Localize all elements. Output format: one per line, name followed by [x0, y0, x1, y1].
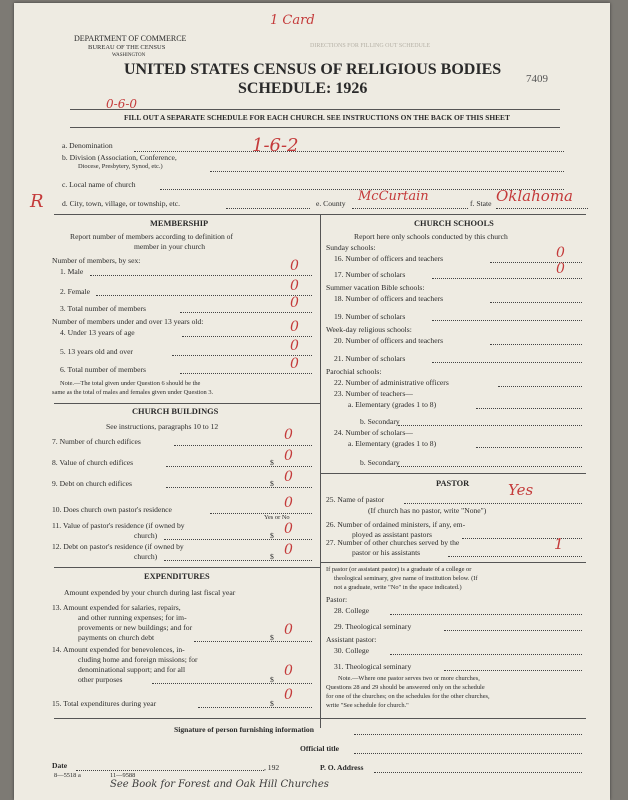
- denomination-line[interactable]: [134, 151, 564, 152]
- q13-label: 13. Amount expended for salaries, repairs,: [52, 603, 181, 612]
- pastor-note: Note.—Where one pastor serves two or more churches,: [338, 675, 480, 682]
- handwritten-denomination: 1-6-2: [252, 135, 299, 156]
- membership-intro-2: member in your church: [134, 242, 206, 251]
- q7-label: 7. Number of church edifices: [52, 437, 141, 446]
- q13-dollar-sign: $: [270, 633, 274, 642]
- schedule-year: SCHEDULE: 1926: [238, 80, 368, 97]
- q14-label: 14. Amount expended for benevolences, in-: [52, 645, 185, 654]
- membership-heading: MEMBERSHIP: [150, 219, 209, 228]
- assistant-pastor-label: Assistant pastor:: [326, 635, 377, 644]
- q3-answer[interactable]: 0: [290, 295, 299, 311]
- handwritten-margin-r: R: [30, 191, 44, 212]
- q9-label: 9. Debt on church edifices: [52, 479, 132, 488]
- q26-label: 26. Number of ordained ministers, if any, em-: [326, 520, 466, 529]
- q5-answer[interactable]: 0: [290, 338, 299, 354]
- q22-label: 22. Number of administrative officers: [334, 378, 449, 387]
- pastor-heading: PASTOR: [436, 479, 470, 488]
- q4-answer[interactable]: 0: [290, 319, 299, 335]
- q25-hint: (If church has no pastor, write "None"): [368, 506, 487, 515]
- q15-label: 15. Total expenditures during year: [52, 699, 157, 708]
- bureau-name: BUREAU OF THE CENSUS: [88, 44, 166, 51]
- q12-dollar-sign: $: [270, 552, 274, 561]
- q16-label: 16. Number of officers and teachers: [334, 254, 444, 263]
- q14-label-2: cluding home and foreign missions; for: [78, 655, 198, 664]
- pastor-note-3: for one of the churches; on the schedules for the other churches,: [326, 693, 490, 700]
- column-divider: [320, 214, 321, 728]
- date-year: , 192: [264, 763, 280, 772]
- q23a-label: a. Elementary (grades 1 to 8): [348, 400, 437, 409]
- q20-label: 20. Number of officers and teachers: [334, 336, 444, 345]
- q14-label-4: other purposes: [78, 675, 123, 684]
- official-title-label: Official title: [300, 744, 340, 753]
- city-line[interactable]: [226, 208, 310, 209]
- form-title: UNITED STATES CENSUS OF RELIGIOUS BODIES: [124, 61, 502, 78]
- q13-label-4: payments on church debt: [78, 633, 155, 642]
- state-label: f. State: [470, 199, 492, 208]
- division-line[interactable]: [210, 171, 564, 172]
- date-label: Date: [52, 761, 68, 770]
- state-line[interactable]: [496, 208, 588, 209]
- buildings-subheading: See instructions, paragraphs 10 to 12: [106, 422, 219, 431]
- stamp-number: 7409: [526, 73, 548, 85]
- q5-label: 5. 13 years old and over: [60, 347, 133, 356]
- sunday-schools-label: Sunday schools:: [326, 243, 376, 252]
- q28-label: 28. College: [334, 606, 370, 615]
- q6-answer[interactable]: 0: [290, 356, 299, 372]
- q9-answer[interactable]: 0: [284, 469, 293, 485]
- q3-label: 3. Total number of members: [60, 304, 147, 313]
- division-label-2: Diocese, Presbytery, Synod, etc.): [78, 163, 163, 170]
- date-line[interactable]: [76, 770, 264, 771]
- signature-label: Signature of person furnishing information: [174, 725, 314, 734]
- q27-label: 27. Number of other churches served by the: [326, 538, 460, 547]
- q15-answer[interactable]: 0: [284, 687, 293, 703]
- q24-label: 24. Number of scholars—: [334, 428, 413, 437]
- q12-label-2: church): [134, 552, 158, 561]
- expenditures-subheading: Amount expended by your church during last fiscal year: [64, 588, 236, 597]
- bureau-city: WASHINGTON: [112, 53, 146, 58]
- q2-label: 2. Female: [60, 287, 90, 296]
- q8-answer[interactable]: 0: [284, 448, 293, 464]
- q17-answer[interactable]: 0: [556, 261, 565, 277]
- q19-label: 19. Number of scholars: [334, 312, 406, 321]
- po-address-line[interactable]: [374, 772, 582, 773]
- handwritten-code: 0-6-0: [106, 97, 138, 111]
- q12-answer[interactable]: 0: [284, 542, 293, 558]
- q21-label: 21. Number of scholars: [334, 354, 406, 363]
- dept-name: DEPARTMENT OF COMMERCE: [74, 34, 187, 43]
- q11-answer[interactable]: 0: [284, 521, 293, 537]
- q26-label-2: ployed as assistant pastors: [352, 530, 432, 539]
- q2-answer[interactable]: 0: [290, 278, 299, 294]
- q7-answer[interactable]: 0: [284, 427, 293, 443]
- official-title-line[interactable]: [354, 753, 582, 754]
- division-label: b. Division (Association, Conference,: [62, 153, 177, 162]
- q11-dollar-sign: $: [270, 531, 274, 540]
- city-label: d. City, town, village, or township, etc.: [62, 199, 181, 208]
- q12-label: 12. Debt on pastor's residence (if owned by: [52, 542, 184, 551]
- membership-note: Note.—The total given under Question 6 should be the: [60, 380, 201, 387]
- q4-label: 4. Under 13 years of age: [60, 328, 135, 337]
- q11-label-2: church): [134, 531, 158, 540]
- q1-answer[interactable]: 0: [290, 258, 299, 274]
- faint-bleedthrough-text: DIRECTIONS FOR FILLING OUT SCHEDULE: [310, 43, 431, 49]
- q14-answer[interactable]: 0: [284, 663, 293, 679]
- members-by-sex-label: Number of members, by sex:: [52, 256, 141, 265]
- q18-label: 18. Number of officers and teachers: [334, 294, 444, 303]
- handwritten-card-note: 1 Card: [270, 13, 315, 28]
- graduate-note-3: not a graduate, write "No" in the space indicated.): [334, 584, 462, 591]
- schools-intro: Report here only schools conducted by this church: [354, 232, 508, 241]
- form-number: 8—5518 a: [54, 772, 81, 779]
- q24b-label: b. Secondary: [360, 458, 400, 467]
- q23b-label: b. Secondary: [360, 417, 400, 426]
- q13-label-3: provements or new buildings; and for: [78, 623, 193, 632]
- handwritten-footer-note: See Book for Forest and Oak Hill Churches: [110, 779, 329, 790]
- census-schedule-sheet: [14, 3, 610, 800]
- q30-label: 30. College: [334, 646, 370, 655]
- county-line[interactable]: [352, 208, 468, 209]
- q31-label: 31. Theological seminary: [334, 662, 412, 671]
- q13-answer[interactable]: 0: [284, 622, 293, 638]
- q11-label: 11. Value of pastor's residence (if owned by: [52, 521, 185, 530]
- handwritten-state: Oklahoma: [496, 187, 573, 205]
- pastor-note-2: Questions 28 and 29 should be answered only on the schedule: [326, 684, 485, 691]
- q15-dollar-sign: $: [270, 699, 274, 708]
- q13-label-2: and other running expenses; for im-: [78, 613, 187, 622]
- pastor-sub-label: Pastor:: [326, 595, 348, 604]
- q14-dollar-sign: $: [270, 675, 274, 684]
- q1-label: 1. Male: [60, 267, 84, 276]
- q27-answer[interactable]: 1: [554, 535, 564, 553]
- q16-answer[interactable]: 0: [556, 245, 565, 261]
- q17-label: 17. Number of scholars: [334, 270, 406, 279]
- membership-note-2: same as the total of males and females given under Question 3.: [52, 389, 214, 396]
- buildings-heading: CHURCH BUILDINGS: [132, 407, 219, 416]
- age-heading: Number of members under and over 13 years old:: [52, 317, 204, 326]
- handwritten-county: McCurtain: [358, 189, 429, 204]
- schools-heading: CHURCH SCHOOLS: [414, 219, 494, 228]
- q29-label: 29. Theological seminary: [334, 622, 412, 631]
- yes-no-hint: Yes or No: [264, 514, 290, 521]
- membership-intro: Report number of members according to definition of: [70, 232, 234, 241]
- graduate-note: If pastor (or assistant pastor) is a graduate of a college or: [326, 566, 472, 573]
- q24a-label: a. Elementary (grades 1 to 8): [348, 439, 437, 448]
- q25-answer[interactable]: Yes: [508, 481, 534, 499]
- q8-label: 8. Value of church edifices: [52, 458, 134, 467]
- graduate-note-2: theological seminary, give name of institution below. (If: [334, 575, 478, 582]
- expenditures-heading: EXPENDITURES: [144, 572, 210, 581]
- print-number: 11—9588: [110, 772, 136, 779]
- q27-label-2: pastor or his assistants: [352, 548, 421, 557]
- q8-dollar-sign: $: [270, 458, 274, 467]
- q10-label: 10. Does church own pastor's residence: [52, 505, 172, 514]
- parochial-schools-label: Parochial schools:: [326, 367, 382, 376]
- q14-label-3: denominational support; and for all: [78, 665, 186, 674]
- q6-label: 6. Total number of members: [60, 365, 147, 374]
- q10-answer[interactable]: 0: [284, 495, 293, 511]
- q9-dollar-sign: $: [270, 479, 274, 488]
- signature-line[interactable]: [354, 734, 582, 735]
- county-label: e. County: [316, 199, 346, 208]
- church-name-label: c. Local name of church: [62, 180, 136, 189]
- weekday-schools-label: Week-day religious schools:: [326, 325, 412, 334]
- summer-schools-label: Summer vacation Bible schools:: [326, 283, 425, 292]
- po-address-label: P. O. Address: [320, 763, 364, 772]
- q25-label: 25. Name of pastor: [326, 495, 385, 504]
- denomination-label: a. Denomination: [62, 141, 113, 150]
- q23-label: 23. Number of teachers—: [334, 389, 413, 398]
- fill-out-instruction: FILL OUT A SEPARATE SCHEDULE FOR EACH CHURCH. SEE INSTRUCTIONS ON THE BACK OF THIS SHEET: [124, 113, 510, 122]
- pastor-note-4: write "See schedule for church.": [326, 702, 409, 709]
